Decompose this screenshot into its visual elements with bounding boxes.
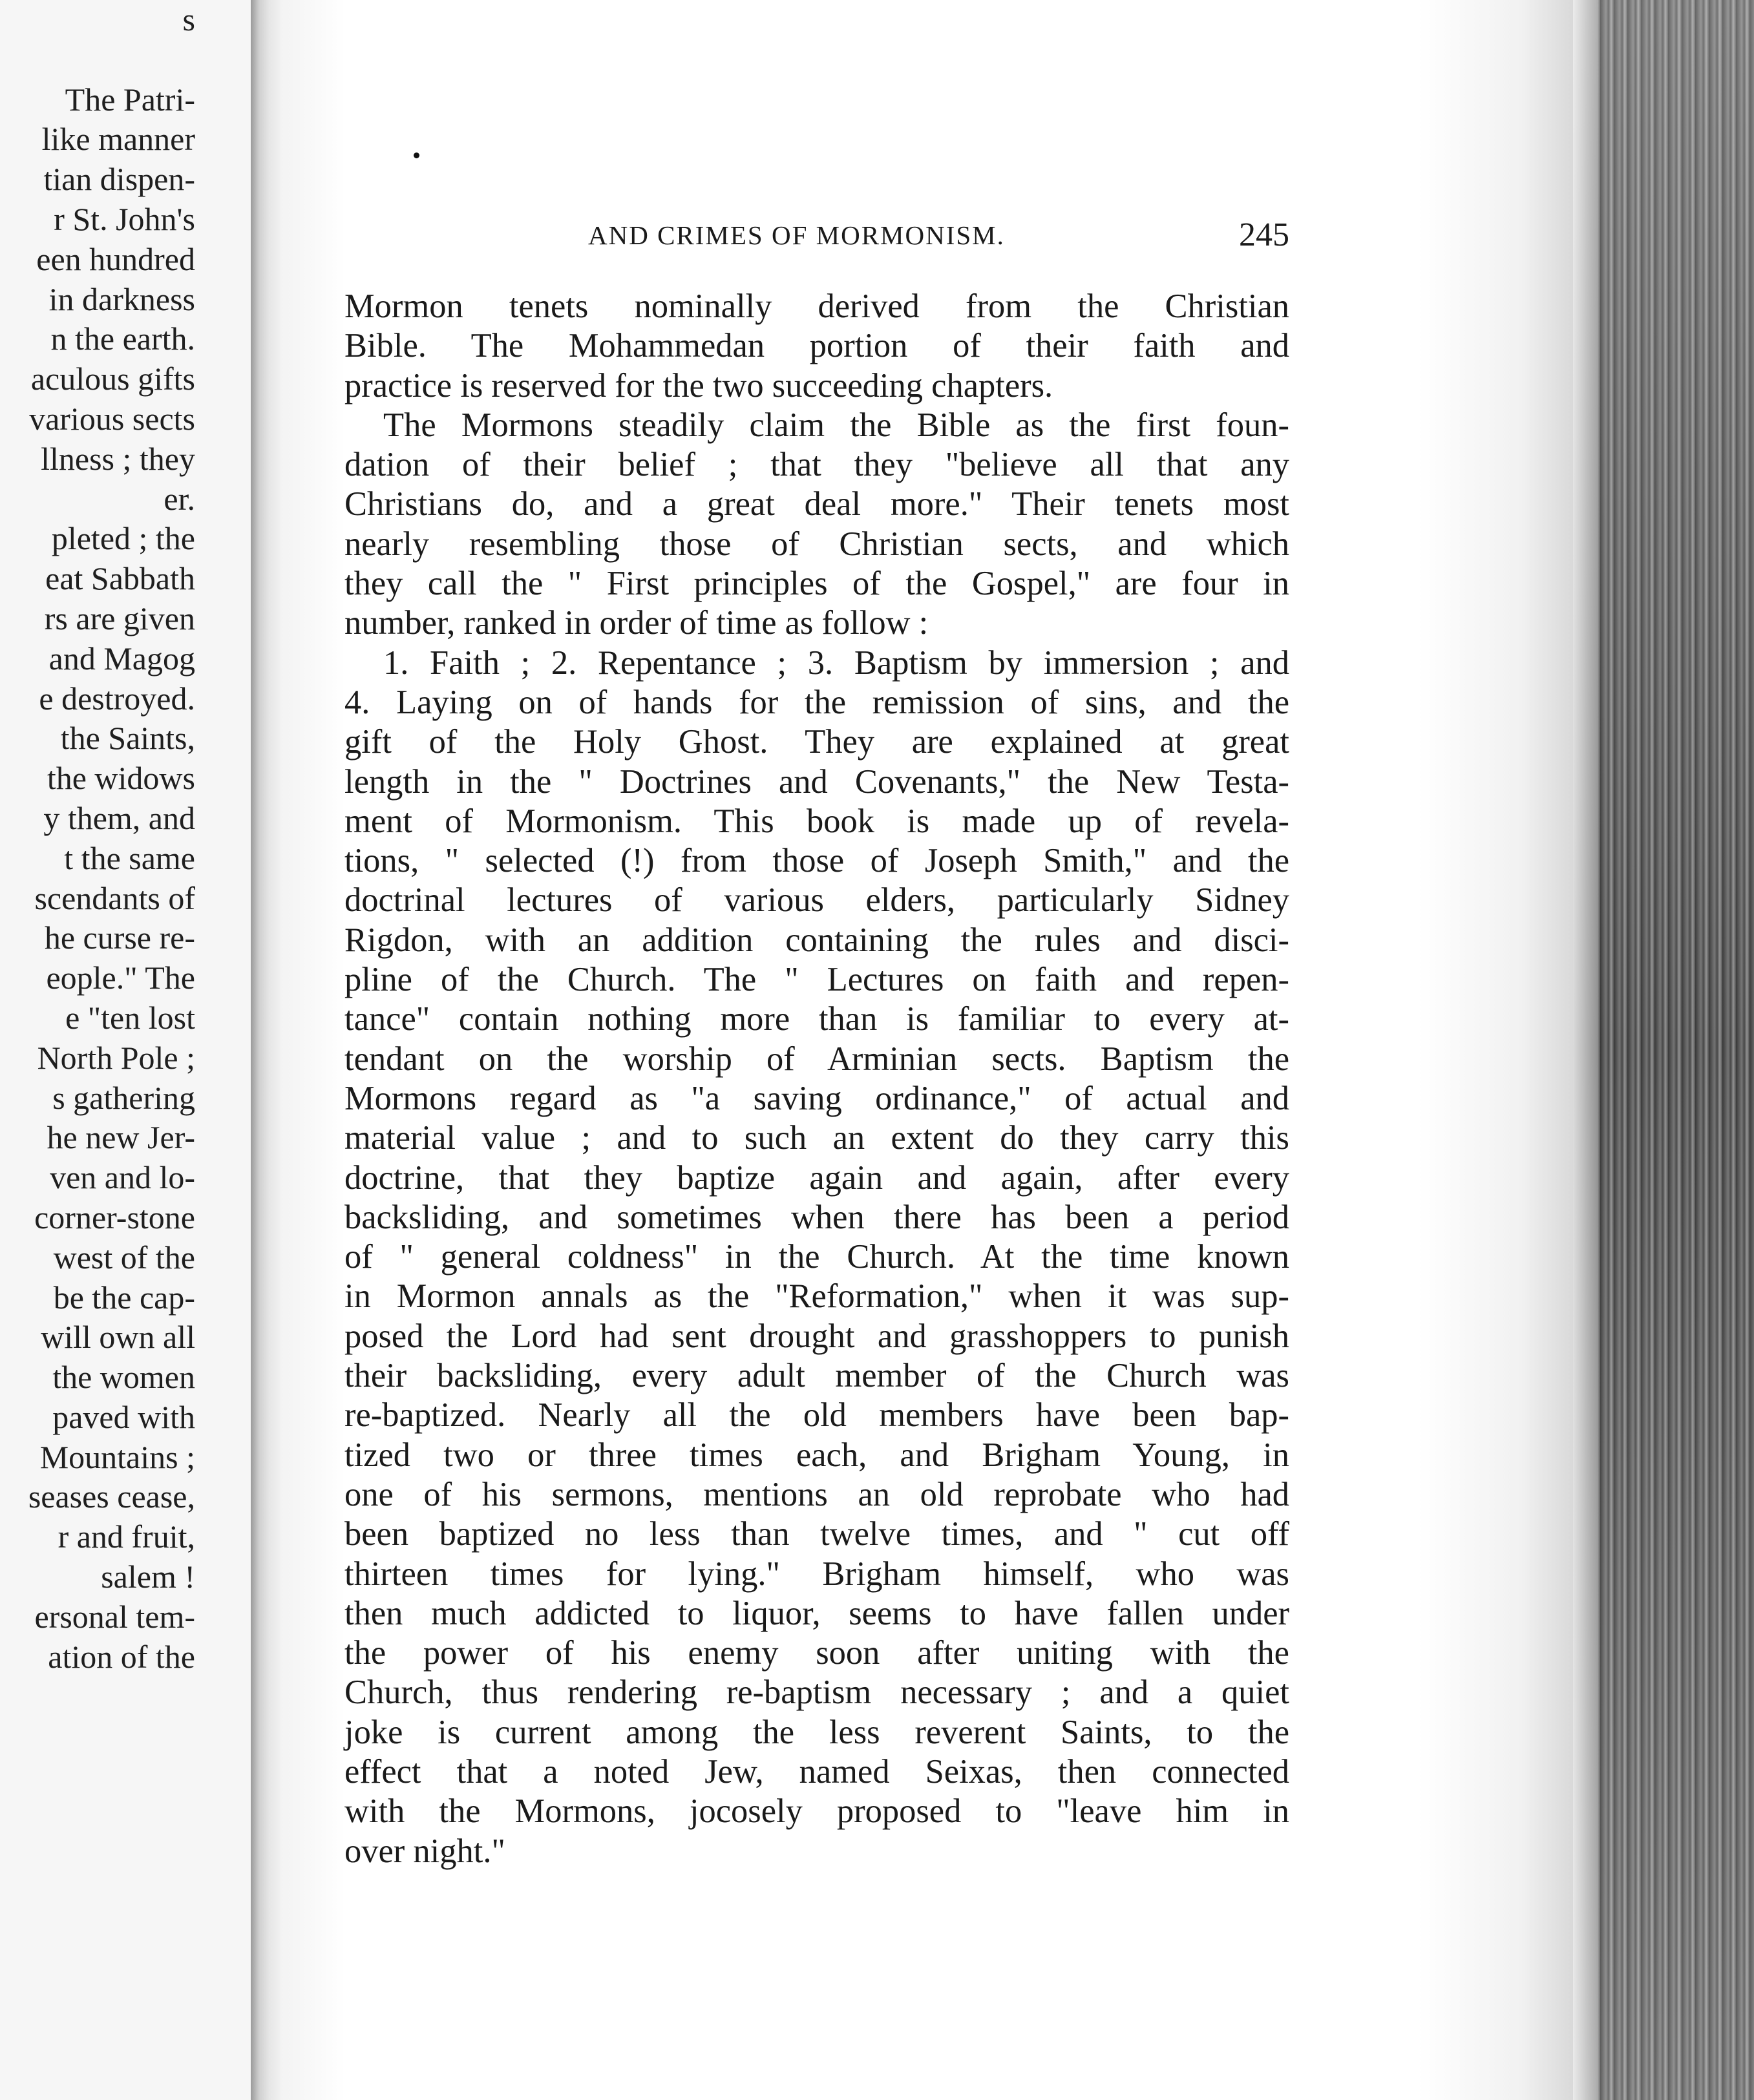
text-line: tized two or three times each, and Brigham Young, in: [344, 1436, 1289, 1474]
text-line: The Mormons steadily claim the Bible as the first foun-: [383, 406, 1289, 444]
left-page-line: t the same: [64, 839, 195, 876]
text-line: joke is current among the less reverent Saints, to the: [344, 1713, 1289, 1751]
text-line: one of his sermons, mentions an old reprobate who had: [344, 1475, 1289, 1513]
text-line: Christians do, and a great deal more." Their tenets most: [344, 485, 1289, 523]
left-page-line: in darkness: [48, 280, 195, 317]
text-line: been baptized no less than twelve times, and " cut off: [344, 1515, 1289, 1553]
left-page-line: various sects: [29, 400, 195, 437]
left-page-line: eat Sabbath: [45, 560, 195, 597]
left-page-line: y them, and: [43, 799, 195, 836]
text-line: pline of the Church. The " Lectures on faith and repen-: [344, 961, 1289, 999]
left-page: [0, 0, 251, 2100]
left-page-line: he curse re-: [44, 919, 195, 956]
left-page-line: e "ten lost: [65, 999, 195, 1036]
text-line: posed the Lord had sent drought and grasshoppers to punish: [344, 1317, 1289, 1355]
left-page-line: llness ; they: [41, 440, 195, 477]
left-page-line: n the earth.: [50, 320, 195, 357]
text-line: effect that a noted Jew, named Seixas, then connected: [344, 1752, 1289, 1790]
left-page-line: Mountains ;: [39, 1438, 195, 1475]
left-page-line: s gathering: [52, 1079, 195, 1116]
left-page-line: r and fruit,: [58, 1518, 195, 1555]
left-page-line: be the cap-: [53, 1279, 195, 1316]
text-line: doctrinal lectures of various elders, particularly Sidney: [344, 881, 1289, 919]
text-line: backsliding, and sometimes when there has been a period: [344, 1198, 1289, 1236]
left-page-text: [28, 0, 195, 1677]
text-line: Rigdon, with an addition containing the rules and disci-: [344, 921, 1289, 959]
left-page-line: eople." The: [46, 960, 195, 996]
running-head: AND CRIMES OF MORMONISM.: [588, 220, 1005, 250]
left-page-line: er.: [164, 480, 195, 517]
left-page-line: r St. John's: [54, 200, 195, 237]
text-line: they call the " First principles of the Gospel," are four in: [344, 565, 1289, 603]
left-page-line: he new Jer-: [47, 1119, 195, 1156]
text-line: doctrine, that they baptize again and again, after every: [344, 1159, 1289, 1197]
text-line: the power of his enemy soon after uniting with the: [344, 1634, 1289, 1672]
text-line: over night.": [344, 1832, 505, 1870]
left-page-line: North Pole ;: [37, 1039, 195, 1076]
text-line: tance" contain nothing more than is familiar to every at-: [344, 1000, 1289, 1038]
left-page-line: aculous gifts: [30, 361, 195, 397]
text-line: Mormons regard as "a saving ordinance," of actual and: [344, 1079, 1289, 1117]
text-line: 1. Faith ; 2. Repentance ; 3. Baptism by immersion ; and: [383, 644, 1289, 682]
text-line: dation of their belief ; that they "believe all that any: [344, 446, 1289, 484]
left-page-line: the women: [52, 1359, 195, 1396]
left-page-line: corner-stone: [34, 1199, 195, 1235]
text-line: with the Mormons, jocosely proposed to "leave him in: [344, 1792, 1289, 1831]
text-line: length in the " Doctrines and Covenants," the New Testa-: [344, 762, 1289, 801]
left-page-line: like manner: [41, 121, 195, 158]
left-page-line: tian dispen-: [43, 161, 195, 198]
text-line: Mormon tenets nominally derived from the Christian: [344, 288, 1289, 325]
left-page-line: and Magog: [48, 640, 195, 677]
page-header: [349, 216, 1289, 255]
text-line: practice is reserved for the two succeeding chapters.: [344, 366, 1053, 404]
left-page-line: e destroyed.: [39, 680, 195, 717]
text-line: in Mormon annals as the "Reformation," when it was sup-: [344, 1277, 1289, 1316]
text-line: re-baptized. Nearly all the old members have been bap-: [344, 1396, 1289, 1434]
text-line: their backsliding, every adult member of the Church was: [344, 1357, 1289, 1395]
left-page-line: seases cease,: [28, 1478, 195, 1515]
text-line: ment of Mormonism. This book is made up of revela-: [344, 802, 1289, 840]
left-page-line: scendants of: [34, 879, 195, 916]
text-line: of " general coldness" in the Church. At the time known: [344, 1238, 1289, 1276]
left-page-line: the Saints,: [60, 720, 195, 757]
text-line: nearly resembling those of Christian sects, and which: [344, 525, 1289, 563]
body-text: [344, 287, 1289, 1871]
left-page-line: pleted ; the: [51, 520, 195, 557]
left-page-line: salem !: [101, 1559, 195, 1595]
left-page-line: ven and lo-: [50, 1159, 195, 1196]
left-page-line: ation of the: [48, 1638, 195, 1675]
text-line: Church, thus rendering re-baptism necessary ; and a quiet: [344, 1674, 1289, 1712]
left-page-line: the widows: [47, 760, 195, 797]
book-gutter: [251, 0, 280, 2100]
text-line: Bible. The Mohammedan portion of their faith and: [344, 327, 1289, 365]
text-line: number, ranked in order of time as follow :: [344, 604, 929, 642]
text-line: gift of the Holy Ghost. They are explained at great: [344, 723, 1289, 761]
left-page-line: paved with: [52, 1398, 195, 1435]
left-page-line: s: [182, 1, 195, 37]
left-page-line: The Patri-: [65, 81, 195, 118]
left-page-line: [28, 40, 195, 80]
page-edges: [1573, 0, 1754, 2100]
left-page-line: will own all: [41, 1319, 195, 1356]
page-number: 245: [1239, 216, 1289, 253]
ink-speck: [414, 152, 419, 158]
text-line: tendant on the worship of Arminian sects. Baptism the: [344, 1040, 1289, 1078]
left-page-line: west of the: [53, 1239, 195, 1276]
left-page-line: ersonal tem-: [34, 1598, 195, 1635]
left-page-line: rs are given: [44, 600, 195, 636]
text-line: tions, " selected (!) from those of Joseph Smith," and the: [344, 842, 1289, 880]
text-line: then much addicted to liquor, seems to have fallen under: [344, 1594, 1289, 1632]
text-line: material value ; and to such an extent do they carry this: [344, 1119, 1289, 1157]
left-page-line: een hundred: [36, 240, 195, 277]
text-line: 4. Laying on of hands for the remission of sins, and the: [344, 683, 1289, 721]
text-line: thirteen times for lying." Brigham himself, who was: [344, 1555, 1289, 1593]
